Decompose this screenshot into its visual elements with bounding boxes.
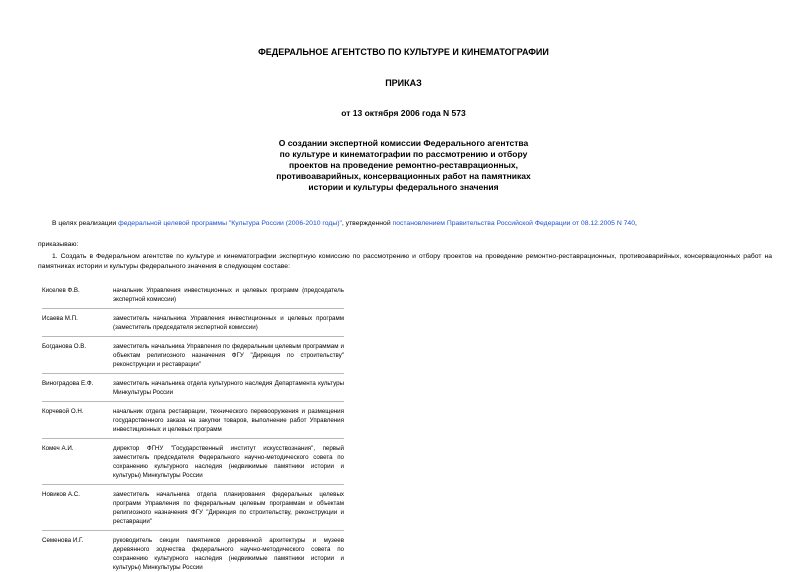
member-role: начальник Управления инвестиционных и целевых программ (председатель экспертной комиссии) — [113, 287, 344, 303]
member-name: Новиков А.С. — [42, 491, 80, 498]
row-divider — [42, 530, 344, 531]
commission-members-table — [42, 286, 344, 572]
preamble-paragraph — [38, 220, 778, 227]
member-role: заместитель начальника Управления по федеральным целевым программам и объектам религиозного назначения ФГУ "Дирекция по строительству" реконструкции и реставрации" — [113, 343, 344, 368]
order-title-line: проектов на проведение ремонтно-реставрационных, — [289, 160, 518, 170]
order-title-line: истории и культуры федерального значения — [308, 182, 499, 192]
row-divider — [42, 484, 344, 485]
member-name: Богданова О.В. — [42, 343, 87, 350]
member-row — [42, 286, 344, 304]
member-name: Комеч А.И. — [42, 445, 74, 452]
document-type-heading: ПРИКАЗ — [385, 78, 422, 88]
federal-program-link[interactable]: федеральной целевой программы "Культура России (2006-2010 годы)" — [118, 220, 342, 227]
row-divider — [42, 401, 344, 402]
preamble-text: , утвержденной — [341, 220, 393, 227]
member-role: заместитель начальника отдела культурного наследия Департамента культуры Минкультуры России — [113, 380, 344, 396]
agency-heading: ФЕДЕРАЛЬНОЕ АГЕНТСТВО ПО КУЛЬТУРЕ И КИНЕМАТОГРАФИИ — [258, 47, 549, 57]
row-divider — [42, 373, 344, 374]
member-role: руководитель секции памятников деревянной архитектуры и музеев деревянного зодчества федерального научно-методического совета по сохранению культурного наследия (недвижимые памятники истории и культуры) Минкультуры России — [113, 537, 344, 571]
order-title-line: О создании экспертной комиссии Федерального агентства — [278, 138, 529, 148]
row-divider — [42, 336, 344, 337]
member-row — [42, 536, 344, 572]
member-role: заместитель начальника отдела планирования федеральных целевых программ Управления по федеральным целевым программам и объектам религиозного назначения ФГУ "Дирекция по строительству, реконструкции и реставрации" — [113, 491, 344, 525]
member-name: Корчевой О.Н. — [42, 408, 84, 415]
row-divider — [42, 308, 344, 309]
government-decree-link[interactable]: постановлением Правительства Российской Федерации от 08.12.2005 N 740 — [392, 220, 635, 227]
member-row — [42, 314, 344, 332]
order-directive-word: приказываю: — [38, 241, 79, 248]
paragraph-1: 1. Создать в Федеральном агентстве по культуре и кинематографии экспертную комиссию по рассмотрению и отбору проектов на проведение ремонтно-реставрационных, противоаварийных, консервационных работ на памятниках истории и культуры федерального значения в следующем составе: — [38, 253, 772, 270]
member-row — [42, 490, 344, 526]
row-divider — [42, 438, 344, 439]
member-row — [42, 444, 344, 480]
member-role: начальник отдела реставрации, технического перевооружения и размещения государственного заказа на закупки товаров, выполнение работ Управления инвестиционных и целевых программ — [113, 408, 344, 433]
member-role: директор ФГНУ "Государственный институт искусствознания", первый заместитель председателя Федерального научно-методического совета по сохранению культурного наследия (недвижимые памятники истории и культуры) Минкультуры России — [113, 445, 344, 479]
member-role: заместитель начальника Управления инвестиционных и целевых программ (заместитель председателя экспертной комиссии) — [113, 315, 344, 331]
member-row — [42, 379, 344, 397]
order-title-line: противоаварийных, консервационных работ на памятниках — [276, 171, 531, 181]
member-name: Исаева М.П. — [42, 315, 78, 322]
member-name: Киселев Ф.В. — [42, 287, 80, 294]
member-row — [42, 407, 344, 434]
order-title — [0, 138, 807, 193]
member-row — [42, 342, 344, 369]
order-title-line: по культуре и кинематографии по рассмотрению и отбору — [279, 149, 528, 159]
preamble-text: , — [634, 220, 637, 227]
order-date-number: от 13 октября 2006 года N 573 — [341, 108, 466, 118]
member-name: Семенова И.Г. — [42, 537, 84, 544]
preamble-text: В целях реализации — [52, 220, 119, 227]
member-name: Виноградова Е.Ф. — [42, 380, 94, 387]
